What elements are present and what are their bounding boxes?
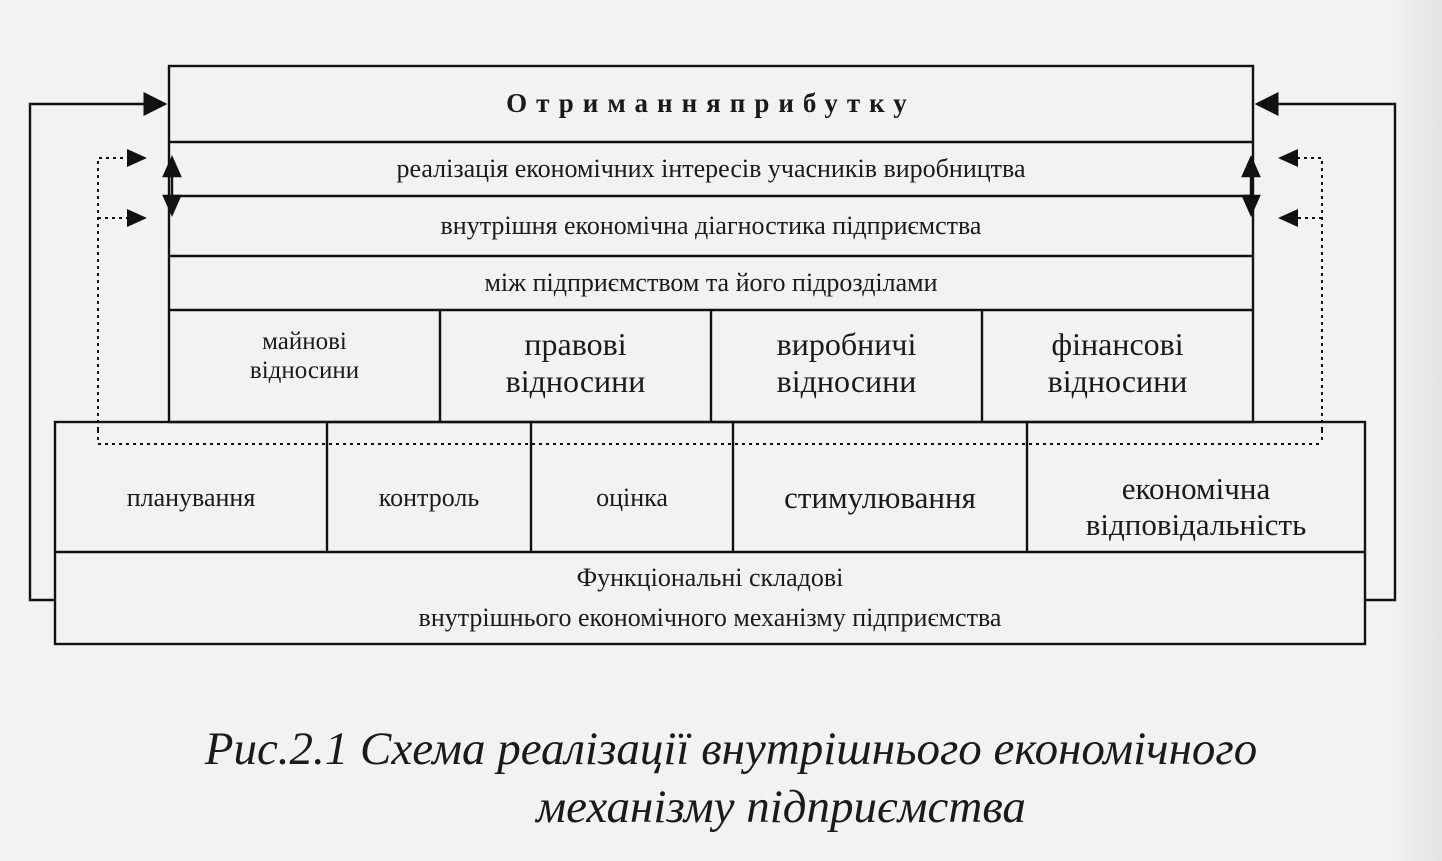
right-dotted-loop: [1282, 158, 1322, 430]
relation-property-line2: відносини: [249, 357, 360, 384]
function-evaluation: [531, 444, 733, 552]
left-dotted-loop: [98, 158, 145, 430]
function-responsibility: [1027, 444, 1365, 552]
relation-property-line1: майнові: [262, 328, 347, 356]
relation-legal-line1: правові: [524, 326, 627, 363]
profit-title: [169, 66, 1253, 142]
left-dotted-arrow-2: [127, 209, 147, 227]
row-between-units: [169, 256, 1253, 310]
profit-title-text: Отриманняприбутку: [506, 88, 916, 119]
function-evaluation-text: оцінка: [596, 483, 668, 513]
function-control: [327, 444, 531, 552]
row-between-units-text: між підприємством та його підрозділами: [484, 268, 938, 298]
relation-production: [711, 310, 982, 422]
row-economic-interests: [169, 142, 1253, 196]
function-planning: [55, 444, 327, 552]
functional-components: [55, 552, 1365, 644]
function-stimulation-text: стимулювання: [784, 480, 976, 516]
relation-legal: [440, 310, 711, 422]
function-responsibility-line2: відповідальність: [1085, 507, 1307, 542]
relation-property: [169, 310, 440, 422]
right-dotted-arrow-2: [1278, 209, 1298, 227]
function-stimulation: [733, 444, 1027, 552]
relation-production-line1: виробничі: [776, 326, 917, 363]
functional-components-line1: Функціональні складові: [576, 562, 844, 592]
right-dotted-arrow-1: [1278, 149, 1298, 167]
relation-legal-line2: відносини: [505, 363, 646, 399]
figure-caption-line1: Рис.2.1 Схема реалізації внутрішнього економічного: [204, 723, 1258, 775]
functional-components-line2: внутрішнього економічного механізму підприємства: [418, 603, 1002, 632]
left-dotted-arrow-1: [127, 149, 147, 167]
function-control-text: контроль: [378, 483, 480, 513]
relation-financial-line2: відносини: [1047, 363, 1188, 399]
row-economic-interests-text: реалізація економічних інтересів учасників виробництва: [396, 154, 1026, 184]
relation-production-line2: відносини: [776, 363, 917, 399]
row-internal-diagnostics-text: внутрішня економічна діагностика підприємства: [440, 211, 982, 241]
function-planning-text: планування: [126, 483, 256, 513]
function-responsibility-line1: економічна: [1121, 471, 1271, 507]
figure-caption-line2: механізму підприємства: [536, 781, 1026, 833]
relation-financial-line1: фінансові: [1051, 326, 1184, 363]
relation-financial: [982, 310, 1253, 422]
row-internal-diagnostics: [169, 196, 1253, 256]
